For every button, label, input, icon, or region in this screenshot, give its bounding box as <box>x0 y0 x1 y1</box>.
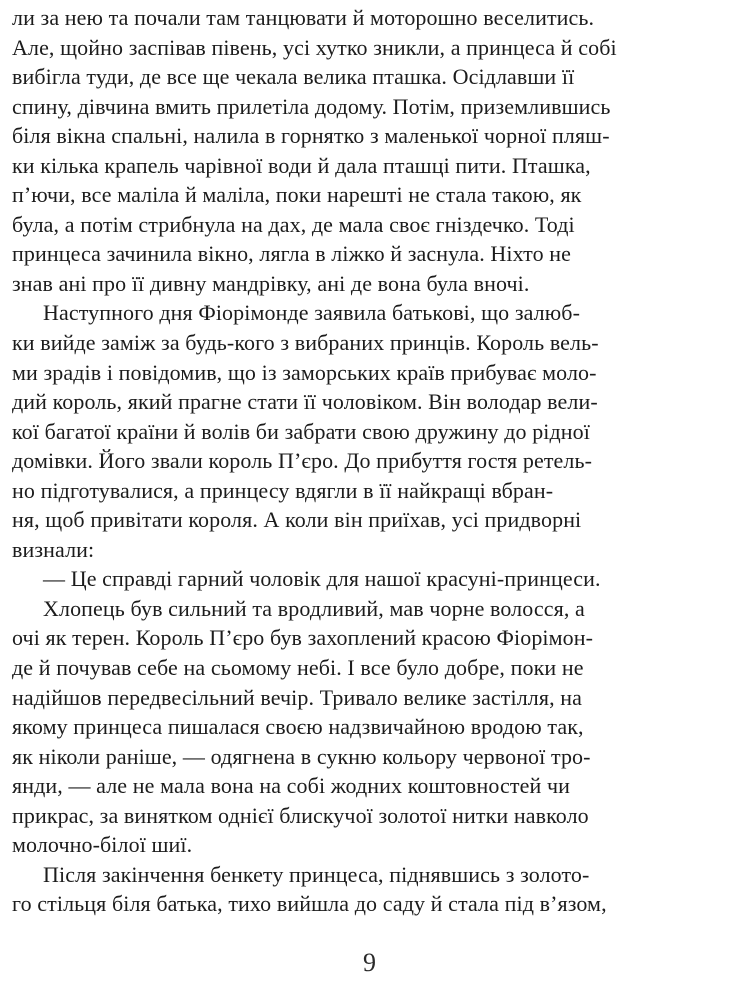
text-line: Але, щойно заспівав півень, усі хутко зникли, а принцеса й собі <box>12 34 617 60</box>
text-line: надійшов передвесільний вечір. Тривало велике застілля, на <box>12 684 583 710</box>
text-line: но підготувалися, а принцесу вдягли в її найкращі вбран- <box>12 477 554 503</box>
text-line: прикрас, за винятком однієї блискучої золотої нитки навколо <box>12 802 589 828</box>
text-line: біля вікна спальні, налила в горнятко з маленької чорної пляш- <box>12 123 610 149</box>
text-line: якому принцеса пишалася своєю надзвичайною вродою так, <box>12 714 584 740</box>
text-line: спину, дівчина вмить прилетіла додому. Потім, приземлившись <box>12 93 611 119</box>
text-line: знав ані про її дивну мандрівку, ані де вона була вночі. <box>12 270 530 296</box>
text-line: принцеса зачинила вікно, лягла в ліжко й заснула. Ніхто не <box>12 241 572 267</box>
text-line: очі як терен. Король П’єро був захоплений красою Фіорімон- <box>12 625 594 651</box>
text-line: кої багатої країни й волів би забрати свою дружину до рідної <box>12 418 590 444</box>
text-line: була, а потім стрибнула на дах, де мала своє гніздечко. Тоді <box>12 211 575 237</box>
text-line: визнали: <box>12 536 95 562</box>
text-line: ки вийде заміж за будь-кого з вибраних принців. Король вель- <box>12 330 599 356</box>
paragraph <box>12 3 726 298</box>
text-line: ки кілька крапель чарівної води й дала пташці пити. Пташка, <box>12 152 591 178</box>
page-number: 9 <box>363 948 376 977</box>
text-line: п’ючи, все маліла й маліла, поки нарешті не стала такою, як <box>12 182 582 208</box>
text-line: домівки. Його звали король П’єро. До прибуття гостя ретель- <box>12 448 593 474</box>
paragraph <box>12 298 726 564</box>
text-line: Хлопець був сильний та вродливий, мав чорне волосся, а <box>43 595 585 621</box>
text-line: — Це справді гарний чоловік для нашої красуні-принцеси. <box>43 566 601 592</box>
text-line: як ніколи раніше, — одягнена в сукню кольору червоної тро- <box>12 743 591 769</box>
paragraph <box>12 594 726 860</box>
text-line: де й почував себе на сьомому небі. І все було добре, поки не <box>12 655 584 681</box>
text-line: янди, — але не мала вона на собі жодних коштовностей чи <box>12 773 571 799</box>
text-line: молочно-білої шиї. <box>12 832 193 858</box>
text-line: ми зрадів і повідомив, що із заморських країв прибуває моло- <box>12 359 597 385</box>
paragraph <box>12 564 726 594</box>
text-line: ня, щоб привітати короля. А коли він приїхав, усі придворні <box>12 507 582 533</box>
text-line: го стільця біля батька, тихо вийшла до саду й стала під в’язом, <box>12 891 607 917</box>
text-line: дий король, який прагне стати її чоловіком. Він володар вели- <box>12 389 598 415</box>
text-line: Після закінчення бенкету принцеса, піднявшись з золото- <box>43 861 590 887</box>
body-text <box>12 3 726 919</box>
text-line: ли за нею та почали там танцювати й моторошно веселитись. <box>12 5 595 30</box>
text-line: Наступного дня Фіорімонде заявила батькові, що залюб- <box>43 300 581 326</box>
text-line: вибігла туди, де все ще чекала велика пташка. Осідлавши її <box>12 64 575 90</box>
paragraph <box>12 860 726 919</box>
